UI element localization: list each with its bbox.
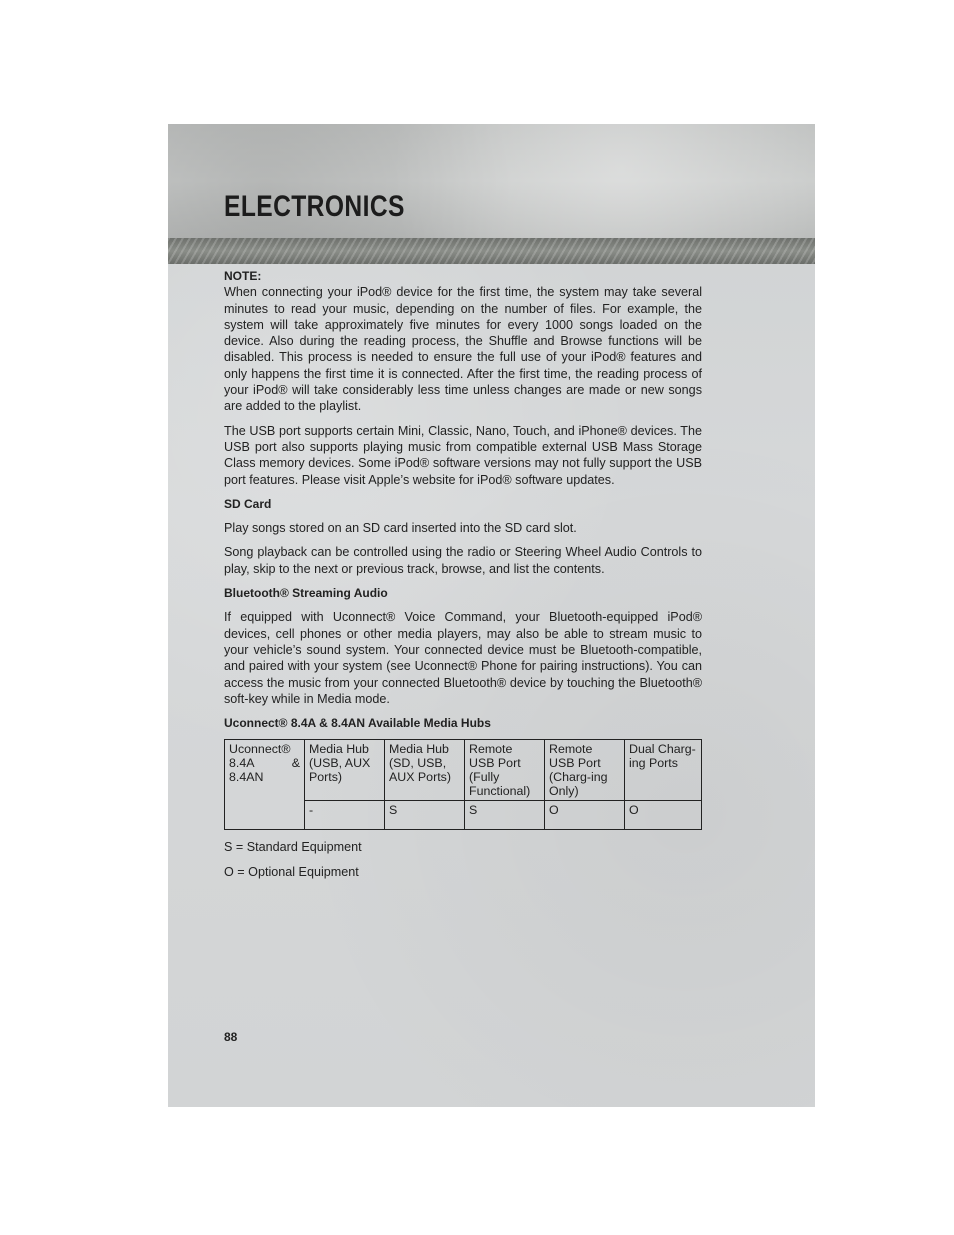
table-header-cell: Media Hub (SD, USB, AUX Ports) [385,740,465,801]
model-label-line [229,756,300,770]
sd-card-paragraph: Song playback can be controlled using the radio or Steering Wheel Audio Controls to play, skip to the next or previous track, browse, and list the contents. [224,545,702,576]
table-cell: O [625,801,702,830]
main-content [224,268,702,888]
table-header-cell: Dual Charg-ing Ports [625,740,702,801]
table-model-cell [225,740,305,830]
bluetooth-paragraph: If equipped with Uconnect® Voice Command, your Bluetooth-equipped iPod® devices, cell phones or other media players, may also be able to stream music to your vehicle’s sound system. Your connected device must be Bluetooth-compatible, and paired with your system (see Uconnect® Phone for pairing instructions). You can access the music from your connected Bluetooth® device by touching the Bluetooth® soft-key while in Media mode. [224,610,702,706]
sd-card-heading: SD Card [224,496,272,511]
manual-page [168,124,815,1107]
model-label-line: 8.4AN [229,770,264,785]
note-text: When connecting your iPod® device for the first time, the system may take several minutes to read your music, depending on the number of files. For example, the system will take approximately five minutes for every 1000 songs loaded on the device. Also during the reading process, the Shuffle and Browse functions will be disabled. This process is needed to ensure the full use of your iPod® features and only happens the first time it is connected. After the first time, the reading process of your iPod® will take considerably less time unless changes are made or new songs are added to the playlist. [224,285,702,414]
media-hubs-heading: Uconnect® 8.4A & 8.4AN Available Media Hubs [224,716,491,731]
model-label-part: 8.4A [229,756,255,771]
table-header-row [225,740,702,801]
table-header-cell: Remote USB Port (Charg-ing Only) [545,740,625,801]
model-label-line: Uconnect® [229,742,291,757]
table-header-cell: Remote USB Port (Fully Functional) [465,740,545,801]
bluetooth-heading: Bluetooth® Streaming Audio [224,586,388,601]
legend-item: O = Optional Equipment [224,864,359,879]
model-label-part: & [291,756,300,771]
table-cell: S [385,801,465,830]
table-cell: O [545,801,625,830]
page-number: 88 [224,1030,238,1044]
legend-item: S = Standard Equipment [224,840,362,855]
sd-card-paragraph: Play songs stored on an SD card inserted into the SD card slot. [224,521,577,536]
table-cell: S [465,801,545,830]
page-title: ELECTRONICS [224,190,405,223]
usb-paragraph: The USB port supports certain Mini, Classic, Nano, Touch, and iPhone® devices. The USB port also supports playing music from compatible external USB Mass Storage Class memory devices. Some iPod® software versions may not fully support the USB port features. Please visit Apple’s website for iPod® software updates. [224,423,702,487]
table-cell: - [305,801,385,830]
header-stripe [168,238,815,264]
header-banner [168,124,815,238]
table-header-cell: Media Hub (USB, AUX Ports) [305,740,385,801]
media-hubs-table [224,739,702,830]
note-label: NOTE: [224,269,262,283]
